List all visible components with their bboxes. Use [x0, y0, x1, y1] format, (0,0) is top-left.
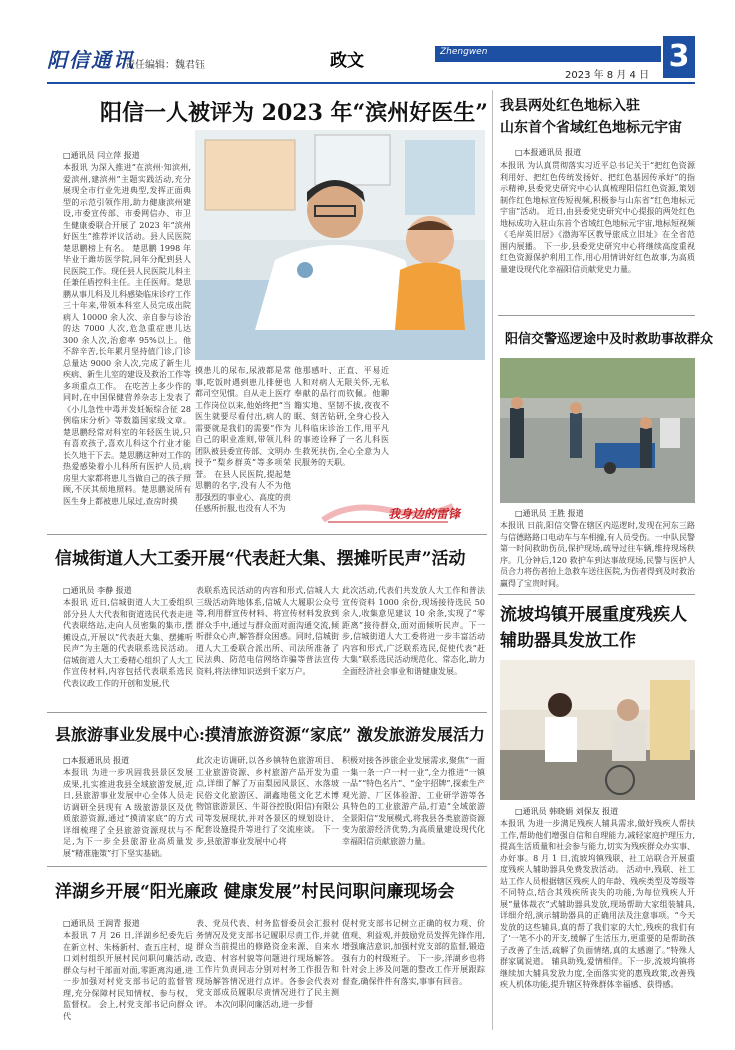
article1-body-right: 他那感叶、正直、平易近人和对病人无限关怀,无私奉献的品行而钦佩。他聊籍实地、坚韧不拔,夜夜不眠、刻苦钻研,全身心投入儿科临床诊治工作,用平凡的事迹诠释了一名儿科医生救死扶伤,全心全意为人民服务的天职。: [294, 366, 389, 467]
page-number: 3: [663, 36, 695, 78]
column-separator: [492, 90, 493, 1030]
right1-headline-line2: 山东首个省域红色地标元宇宙: [500, 120, 682, 136]
right2-headline: 阳信交警巡逻途中及时救助事故群众: [505, 332, 714, 347]
article1-headline: 阳信一人被评为 2023 年“滨州好医生”: [100, 100, 488, 126]
article3-headline: 县旅游事业发展中心:摸清旅游资源“家底” 激发旅游发展活力: [55, 725, 485, 744]
right3-headline-line1: 流坡坞镇开展重度残疾人: [500, 605, 687, 625]
byline-text: □通讯员 闫立萍 报道: [63, 151, 140, 160]
article3-col2: 此次走访调研,以各乡镇特色旅游项目、工业旅游资源、乡村旅游产品开发为重点,详细了解了万亩梨园风景区、水落坡民俗文化旅游区、湖鑫地毯文化艺术博物馆旅游景区、牛哥谷控股(阳信)有限公司等发展现状,并对各景区的规划设计、配套设施提升等进行了交流座谈。 下一步,县旅游事业发展中心将: [196, 756, 339, 846]
article2-col1: 本报讯 近日,信城街道人大工委组织部分县人大代表和街道选民代表走进代表联络站,走向人员密集的集市,摆摊设点,开展以“代表赶大集、摆摊听民声”为主题的代表联系选民活动。 信城街道人大工委精心组织了人大工作宣传材料,内容包括代表联系选民代表议政工作的开创和发展,代: [63, 598, 193, 688]
article4-headline: 洋湖乡开展“阳光廉政 健康发展”村民问职问廉现场会: [55, 882, 455, 902]
article2-headline: 信城街道人大工委开展“代表赶大集、摆摊听民声”活动: [55, 549, 466, 569]
article4-col2: 表、党员代表、村务监督委员会汇报村务情况及党支部书记履职尽责工作,并就群众当前提出的修路资金来源、自来水改造、村容村貌等问题进行现场解答。工作片负责同志分别对村务工作报告和现场解答情况进行点评。各参会代表对党支部成员履职尽责情况进行了民主测评。 本次问职问廉活动,进一步督: [196, 919, 339, 1009]
article2-byline: □通讯员 李静 报道: [63, 586, 132, 595]
doctor-photo: [195, 130, 485, 360]
right3-byline: □通讯员 韩晓娟 刘保友 报道: [515, 807, 619, 816]
divider-r2: [498, 594, 695, 595]
article1-byline: [63, 150, 188, 162]
divider-3: [47, 866, 487, 867]
right1-body: 本报讯 为认真贯彻落实习近平总书记关于“把红色资源利用好、把红色传统发扬好、把红色基因传承好”的指示精神,县委党史研究中心认真梳理阳信红色资源,策划制作红色地标宣传短视频,积极参与山东省“红色地标元宇宙”活动。 近日,由县委党史研究中心提报的两处红色地标成功入驻山东首个省域红色地标元宇宙,地标短视频《毛岸英旧居》《渤海军区教导旅成立旧址》在全省范围内展播。 下一步,县委党史研究中心将继续高度重视红色资源保护利用工作,用心用情讲好红色故事,为高质量建设现代化幸福阳信贡献党史力量。: [500, 161, 695, 274]
section-title: 政文: [330, 51, 364, 71]
accident-photo: [500, 358, 695, 503]
article1-body-mid: 摸患儿的尿布,尿液都是常事,吃饭时遇到患儿排便也都司空见惯。自从走上医疗工作岗位以来,他始终把“当医生就要尽看付出,病人的需要就是我们的需要”作为自己的职业准则,带领儿科团队被县委宣传部、文明办授予“梨乡群英”等多项荣誉。 在县人民医院,提起楚思鹏的名字,没有人不为他那强烈的事业心、高度的责任感所折服,也没有人不为: [195, 366, 291, 513]
assistive-device-photo: [500, 660, 695, 800]
issue-date: 2023 年 8 月 4 日: [565, 70, 650, 81]
divider-2: [47, 712, 487, 713]
newspaper-logo: 阳信通讯: [47, 48, 135, 72]
article2-col3: 此次活动,代表们共发放人大工作和普法宣传资料 1000 余份,现场接待选民 50 余人,收集意见建议 10 余条,实现了“零距离”接待群众,面对面倾听民声。下一步,信城街道人大工委将进一步丰富活动内容和形式,广泛联系选民,促使代表“赶大集”联系选民活动规范化、常态化,助力全面经济社会事业和谐健康发展。: [342, 586, 485, 676]
article4-col3: 促村党支部书记树立正确的权力观、价值观、利益观,并鼓励党员发挥先锋作用,增强廉洁意识,加强村党支部的监督,锻造强有力的村级班子。 下一步,洋湖乡也将针对会上涉及问题的整改工作开展跟踪督查,确保件件有落实,事事有回音。: [342, 919, 485, 986]
article1-body-left: 本报讯 为深入推进“在滨州·知滨州,爱滨州,建滨州”主题实践活动,充分展现全市行业先进典型,发挥正面典型的示范引领作用,助力健康滨州建设,市委宣传部、市委网信办、市卫生健康委联合开展了 2023 年“滨州好医生”推荐评议活动。县人民医院楚思鹏榜上有名。 楚思鹏 1998 年毕业于潍坊医学院,同年分配到县人民医院工作。现任县人民医院儿科主任兼任盾控科主任。主任医师。楚思鹏从事儿科及儿科感染临床诊疗工作三十年来,带领本科室人员完成出院病人 10000 余人次、亲自参与诊治的达 7000 人次,危急重症患儿达 300 余人次,治愈率 95%以上。他不辞辛苦,长年累月坚持值门诊,门诊总量达 9000 余人次,完成了新生儿疾病、新生儿室的建设及救治工作等多项重点工作。 在吃苦上多少作的同时,在中国保健营养杂志上发表了《小儿急性中毒并发妊娠综合征 28 例临床分析》等数篇国家级文章。 楚思鹏经常对科室的年轻医生说,只有喜欢孩子,喜欢儿科这个行业才能长久地干下去。楚思鹏这种对工作的热爱感染着小儿科所有医护人员,病房里大家都将患儿当做自己的孩子照顾,不厌其烦地照料。楚思鹏说所有医生身上都被患儿尿过,查房时摸: [63, 163, 191, 506]
divider-1: [47, 534, 487, 535]
right3-body: 本报讯 为进一步满足残疾人辅具需求,做好残疾人帮扶工作,帮助他们增强自信和自理能力,减轻家庭护理压力,提高生活质量和社会参与能力,切实为残疾群众办实事、办好事。8 月 1 日,流坡坞镇残联、社工站联合开展重度残疾人辅助器具免费发放活动。 活动中,残联、社工站工作人员根据辖区残疾人的年龄、残疾类型及等级等不同特点,结合其残疾所丧失的功能,为每位残疾人开展“量体裁衣”式辅助器具发放,现场帮助大家组装辅具,详细介绍,演示辅助器具的正确用法及注意事项。“今天发放的这些辅具,真的帮了我们家的大忙,残疾的我们有了‘一笔不小的开支,缓解了生活压力,更重要的是帮助孩子改善了生活,疏解了负面情绪,真的太感谢了。”特殊人群家属说道。 辅具助残,爱情相伴。下一步,流坡坞镇将继续加大辅具发放力度,全面落实党的惠残政策,改善残疾人机体功能,提升辖区特殊群体幸福感、获得感。: [500, 819, 695, 989]
article2-col2: 表联系选民活动的内容和形式,信城人大三级活动阵地体系,信城人大履职公众号等,利用群宣传材料、将宣传材料发放到群众手中,通过与群众面对面沟通交流,倾听群众心声,解答群众困惑。同时,信城街道人大工委联合派出所、司法所准备了民法典、防范电信网络诈骗等普法宣传资料,将法律知识送到千家万户。: [196, 586, 339, 676]
section-pinyin: Zhengwen: [440, 47, 488, 57]
column-label: 我身边的雷锋: [388, 507, 461, 521]
right2-byline: □通讯员 王胜 报道: [515, 509, 584, 518]
responsible-editor: 责任编辑：魏君钰: [125, 60, 205, 71]
article4-byline: □通讯员 王润青 报道: [63, 919, 140, 928]
header-rule: [47, 82, 695, 84]
right1-byline: □本报通讯员 报道: [515, 148, 582, 157]
right2-body: 本报讯 日前,阳信交警在辖区内巡逻时,发现在河东三路与信德路路口电动车与车相撞,有人员受伤。一中队民警第一时间救助伤员,保护现场,疏导过往车辆,维持现场秩序。几分钟后,120 救护车到达事故现场,民警与医护人员合力将伤者抬上急救车送往医院,为伤者得到及时救治赢得了宝贵时间。: [500, 521, 695, 588]
right1-headline-line1: 我县两处红色地标入驻: [500, 98, 640, 114]
article4-col1: 本报讯 7 月 26 日,洋湖乡纪委先后在新立村、朱杨新村、查五庄村、堤口刘村组织开展村民问职问廉活动,群众与村干部面对面,零距离沟通,进一步加强对村党支部书记的监督管理,充分保障村民知情权、参与权、监督权。 会上,村党支部书记向群众代: [63, 931, 193, 1021]
article3-byline: □本报通讯员 报道: [63, 756, 130, 765]
article3-col3: 积极对接各涉旅企业发展需求,聚焦“一面一集一条一户一村一业”,全力推进“一镇一品”“特色名片”、“金字招牌”,探索生产观光游、厂区体验游、工业研学游等各具特色的工业旅游产品,打造“全域旅游 全景阳信”发展模式,将我县各类旅游资源变为旅游经济优势,为高质量建设现代化幸福阳信贡献旅游力量。: [342, 756, 485, 846]
right3-headline-line2: 辅助器具发放工作: [500, 631, 636, 651]
divider-r1: [498, 315, 695, 316]
article3-col1: 本报讯 为进一步巩固我县景区发展成果,扎实推进我县全域旅游发展,近日,县旅游事业发展中心全体人员走访调研全县现有 A 级旅游景区及优质旅游资源,通过“摸清家底”的方式详细梳理了全县旅游资源现状与不足,为下一步全县旅游业高质量发展“精准施策”打下坚实基础。: [63, 768, 193, 858]
